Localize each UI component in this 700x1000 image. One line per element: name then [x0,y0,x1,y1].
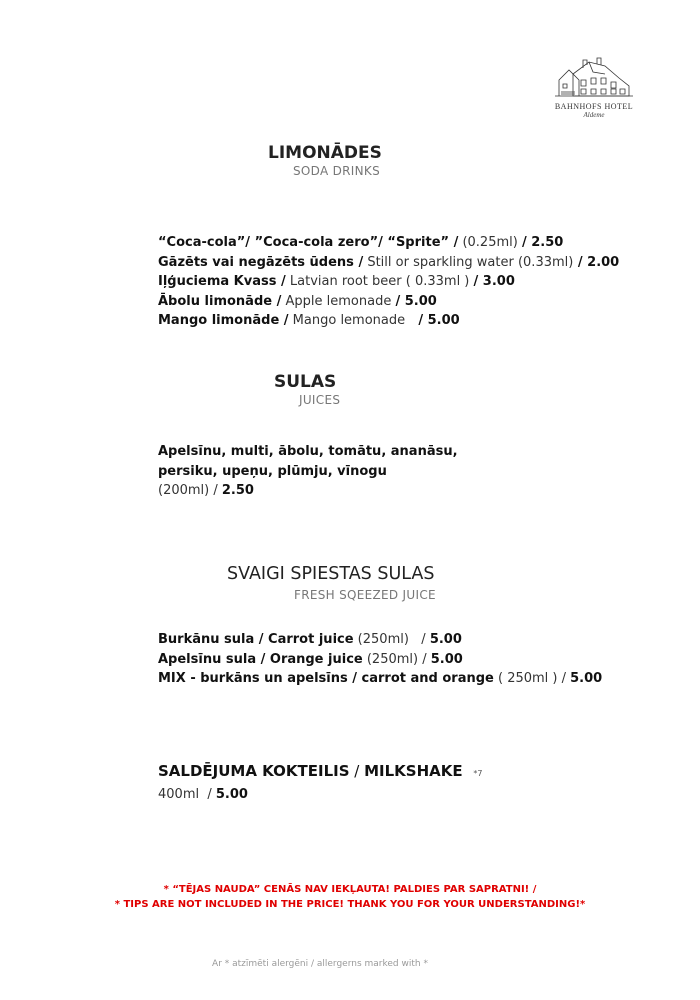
list-item [158,481,458,501]
list-item [158,233,619,253]
item-desc: (250ml) / [362,651,431,667]
item-name: MIX - burkāns un apelsīns / carrot and orange [158,671,494,687]
section-subtitle-juices: JUICES [299,393,341,407]
item-name: “Coca-cola”/ ”Coca-cola zero”/ “Sprite” / [158,235,459,250]
tips-notice [0,882,700,912]
list-item [158,630,602,650]
item-price: 5.00 [570,671,603,687]
item-name: Apelsīnu sula / Orange juice [158,651,363,667]
milkshake-title-sep: / [349,762,365,780]
list-item [158,272,619,292]
allergen-mark: *7 [473,769,483,778]
juices-flavors-line-2: persiku, upeņu, plūmju, vīnogu [158,463,387,479]
section-title-juices: SULAS [274,372,337,392]
juices-list [158,442,458,501]
item-price: / 2.50 [521,235,564,250]
hotel-building-icon [553,56,635,102]
list-item [158,292,619,312]
item-desc: (0.25ml) [458,235,522,250]
item-name: Ābolu limonāde / [158,293,282,309]
item-name: Burkānu sula / Carrot juice [158,632,354,647]
item-desc: Mango lemonade [288,313,410,329]
milkshake-title-lv: SALDĒJUMA KOKTEILIS [158,762,350,780]
list-item [158,253,619,273]
item-desc: ( 250ml ) / [493,671,571,687]
item-desc: Apple lemonade [281,293,396,309]
fresh-list [158,630,602,689]
lemonades-list [158,233,619,331]
item-price: / 2.00 [573,254,620,270]
milkshake-title-en: MILKSHAKE [364,762,463,780]
logo-hotel-name: BAHNHOFS HOTEL [554,102,634,111]
logo-script-text: Aldeme [583,111,605,119]
list-item [158,785,248,805]
section-title-lemonades: LIMONĀDES [268,143,382,163]
section-subtitle-fresh: FRESH SQEEZED JUICE [294,588,436,602]
section-subtitle-lemonades: SODA DRINKS [293,164,380,178]
item-price: 5.00 [429,632,462,647]
hotel-logo [553,56,635,122]
item-price: 5.00 [215,787,248,802]
section-title-fresh: SVAIGI SPIESTAS SULAS [227,564,435,584]
item-name: Gāzēts vai negāzēts ūdens / [158,254,364,270]
item-desc: Still or sparkling water (0.33ml) [363,254,574,270]
list-item [158,650,602,670]
item-price: / 3.00 [473,274,515,290]
milkshake-price-line [158,785,248,805]
allergen-footer: Ar * atzīmēti alergēni / allergerns marked with * [212,959,428,969]
list-item [158,669,602,689]
item-name: Iļģuciema Kvass / [158,274,286,290]
item-price: 5.00 [430,651,463,667]
item-desc: Latvian root beer ( 0.33ml ) [285,274,474,290]
section-title-milkshake [158,762,483,780]
item-price: / 5.00 [409,313,460,329]
juices-flavors-line-1: Apelsīnu, multi, ābolu, tomātu, ananāsu, [158,444,458,459]
item-desc: (250ml) / [353,632,430,647]
item-price: / 5.00 [395,293,437,309]
tips-notice-en: * TIPS ARE NOT INCLUDED IN THE PRICE! THANK YOU FOR YOUR UNDERSTANDING!* [114,899,586,910]
item-desc: (200ml) / [158,483,222,499]
item-name: Mango limonāde / [158,313,289,329]
tips-notice-lv: * “TĒJAS NAUDA” CENĀS NAV IEKĻAUTA! PALDIES PAR SAPRATNI! / [163,884,537,895]
item-price: 2.50 [221,483,254,499]
item-desc: 400ml / [158,787,216,802]
list-item [158,311,619,331]
